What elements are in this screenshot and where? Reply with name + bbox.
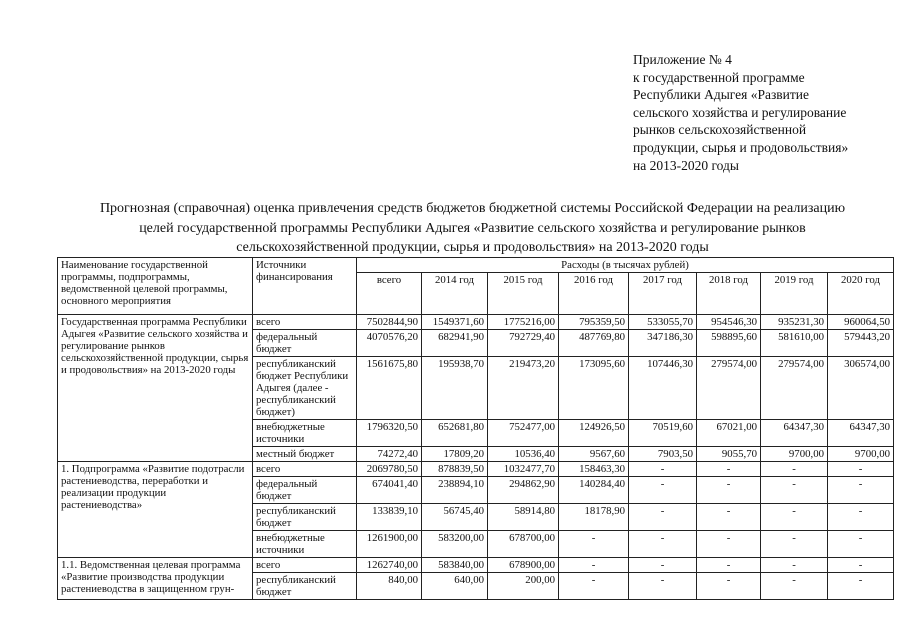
amount-cell: 279574,00 [697,357,761,420]
appendix-note [633,51,895,174]
amount-cell: 579443,20 [828,330,894,357]
title-line: Прогнозная (справочная) оценка привлечения средств бюджетов бюджетной системы Российской Федерации на реализацию [99,201,846,216]
amount-cell: 581610,00 [761,330,828,357]
appendix-line: Приложение № 4 [633,52,732,67]
program-name-cell: Государственная программа Республики Адыгея «Развитие сельского хозяйства и регулирование рынков сельскохозяйственной продукции, сырья и продовольствия» на 2013-2020 годы [58,315,253,462]
amount-cell: - [761,462,828,477]
funding-source-cell: федеральный бюджет [253,330,357,357]
amount-cell: - [697,462,761,477]
table-row [58,558,894,573]
amount-cell: 752477,00 [488,420,559,447]
header-year: 2017 год [629,273,697,315]
amount-cell: - [697,504,761,531]
amount-cell: 1261900,00 [357,531,422,558]
appendix-line: Республики Адыгея «Развитие [633,87,810,103]
amount-cell: 219473,20 [488,357,559,420]
amount-cell: 954546,30 [697,315,761,330]
amount-cell: - [761,531,828,558]
amount-cell: 200,00 [488,573,559,600]
amount-cell: 347186,30 [629,330,697,357]
amount-cell: 58914,80 [488,504,559,531]
header-year: 2015 год [488,273,559,315]
header-year: 2014 год [422,273,488,315]
amount-cell: 840,00 [357,573,422,600]
appendix-line: на 2013-2020 годы [633,157,739,173]
amount-cell: - [828,477,894,504]
amount-cell: 674041,40 [357,477,422,504]
title-line: целей государственной программы Республики Адыгея «Развитие сельского хозяйства и регулирование рынков [139,220,806,236]
amount-cell: - [559,531,629,558]
amount-cell: 67021,00 [697,420,761,447]
amount-cell: - [629,504,697,531]
amount-cell: 792729,40 [488,330,559,357]
amount-cell: 878839,50 [422,462,488,477]
amount-cell: 70519,60 [629,420,697,447]
header-expenses: Расходы (в тысячах рублей) [357,258,894,273]
amount-cell: - [828,558,894,573]
amount-cell: - [761,477,828,504]
amount-cell: 238894,10 [422,477,488,504]
amount-cell: 583840,00 [422,558,488,573]
amount-cell: 133839,10 [357,504,422,531]
header-year: 2019 год [761,273,828,315]
amount-cell: - [828,504,894,531]
header-source-column: Источники финансирования [253,258,357,315]
amount-cell: 9700,00 [761,447,828,462]
amount-cell: 1775216,00 [488,315,559,330]
amount-cell: 18178,90 [559,504,629,531]
header-name-column: Наименование государственной программы, подпрограммы, ведомственной целевой программы, основного мероприятия [58,258,253,315]
table-body [58,258,894,600]
header-year: 2016 год [559,273,629,315]
amount-cell: - [629,462,697,477]
funding-source-cell: республиканский бюджет [253,573,357,600]
amount-cell: - [629,573,697,600]
amount-cell: - [761,504,828,531]
funding-source-cell: республиканский бюджет Республики Адыгея (далее - республиканский бюджет) [253,357,357,420]
title-line: сельскохозяйственной продукции, сырья и продовольствия» на 2013-2020 годы [236,240,709,255]
amount-cell: 1796320,50 [357,420,422,447]
amount-cell: 140284,40 [559,477,629,504]
amount-cell: 9567,60 [559,447,629,462]
amount-cell: 640,00 [422,573,488,600]
amount-cell: - [761,558,828,573]
amount-cell: 4070576,20 [357,330,422,357]
header-year: 2020 год [828,273,894,315]
amount-cell: 107446,30 [629,357,697,420]
document-title [60,199,885,258]
financing-table [57,257,894,600]
table-row [58,315,894,330]
amount-cell: 795359,50 [559,315,629,330]
appendix-line: к государственной программе [633,69,805,85]
amount-cell: 74272,40 [357,447,422,462]
header-year: 2018 год [697,273,761,315]
table-header-row [58,258,894,273]
amount-cell: 17809,20 [422,447,488,462]
amount-cell: - [559,558,629,573]
funding-source-cell: внебюджетные источники [253,531,357,558]
amount-cell: - [828,573,894,600]
amount-cell: 2069780,50 [357,462,422,477]
amount-cell: 1561675,80 [357,357,422,420]
amount-cell: - [629,477,697,504]
amount-cell: 173095,60 [559,357,629,420]
amount-cell: 487769,80 [559,330,629,357]
amount-cell: 9700,00 [828,447,894,462]
amount-cell: 7903,50 [629,447,697,462]
amount-cell: 56745,40 [422,504,488,531]
amount-cell: 124926,50 [559,420,629,447]
funding-source-cell: всего [253,558,357,573]
funding-source-cell: федеральный бюджет [253,477,357,504]
amount-cell: 158463,30 [559,462,629,477]
amount-cell: 64347,30 [761,420,828,447]
amount-cell: 1549371,60 [422,315,488,330]
program-name-cell: 1. Подпрограмма «Развитие подотрасли растениеводства, переработки и реализации продукции растениеводства» [58,462,253,558]
amount-cell: 64347,30 [828,420,894,447]
amount-cell: - [761,573,828,600]
amount-cell: 1262740,00 [357,558,422,573]
amount-cell: 306574,00 [828,357,894,420]
amount-cell: 678900,00 [488,558,559,573]
amount-cell: 533055,70 [629,315,697,330]
program-name-cell: 1.1. Ведомственная целевая программа «Развитие производства продукции растениеводства в защищенном грун- [58,558,253,600]
amount-cell: 682941,90 [422,330,488,357]
amount-cell: - [828,531,894,558]
amount-cell: 10536,40 [488,447,559,462]
amount-cell: 1032477,70 [488,462,559,477]
amount-cell: 294862,90 [488,477,559,504]
amount-cell: 652681,80 [422,420,488,447]
amount-cell: 935231,30 [761,315,828,330]
amount-cell: 195938,70 [422,357,488,420]
amount-cell: 678700,00 [488,531,559,558]
amount-cell: - [629,531,697,558]
appendix-line: продукции, сырья и продовольствия» [633,139,849,155]
table-row [58,462,894,477]
funding-source-cell: республиканский бюджет [253,504,357,531]
appendix-line: сельского хозяйства и регулирование [633,104,847,120]
amount-cell: 7502844,90 [357,315,422,330]
funding-source-cell: всего [253,315,357,330]
amount-cell: - [697,531,761,558]
funding-source-cell: всего [253,462,357,477]
amount-cell: - [697,573,761,600]
funding-source-cell: внебюджетные источники [253,420,357,447]
funding-source-cell: местный бюджет [253,447,357,462]
appendix-line: рынков сельскохозяйственной [633,122,807,138]
amount-cell: 960064,50 [828,315,894,330]
amount-cell: 9055,70 [697,447,761,462]
header-year: всего [357,273,422,315]
amount-cell: - [559,573,629,600]
amount-cell: 583200,00 [422,531,488,558]
amount-cell: 598895,60 [697,330,761,357]
amount-cell: - [828,462,894,477]
amount-cell: 279574,00 [761,357,828,420]
amount-cell: - [697,477,761,504]
amount-cell: - [629,558,697,573]
amount-cell: - [697,558,761,573]
